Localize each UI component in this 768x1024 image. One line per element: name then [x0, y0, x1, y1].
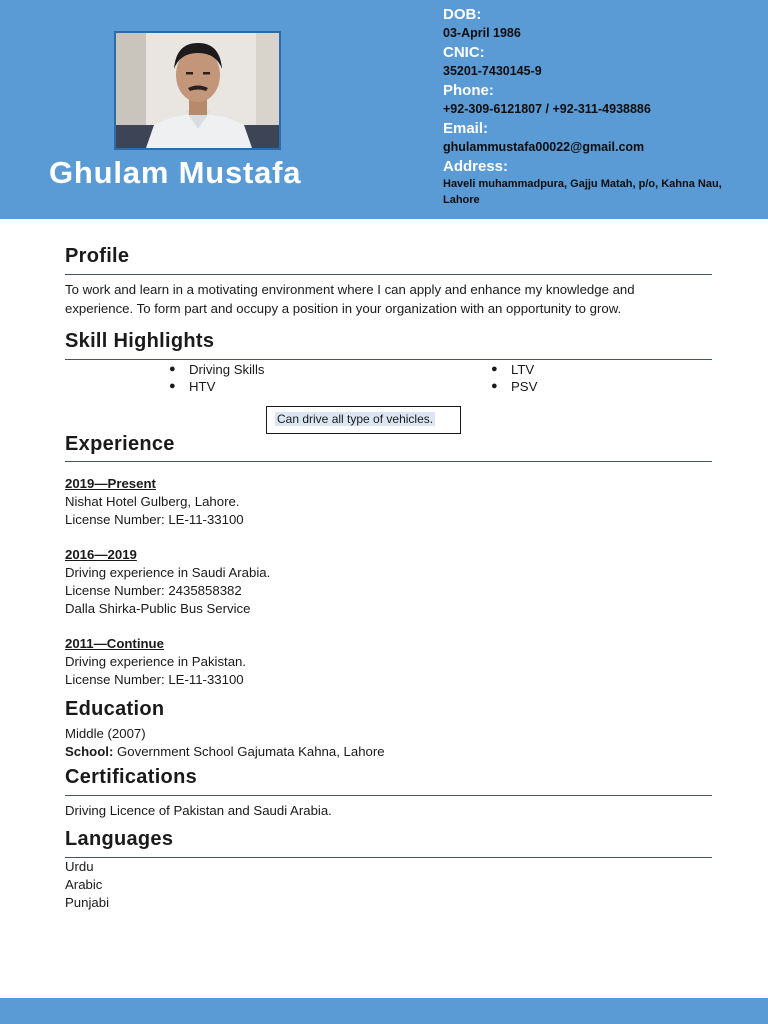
- phone-label: Phone:: [443, 82, 494, 99]
- bullet-icon: ●: [169, 363, 176, 375]
- education-school: [65, 743, 385, 761]
- language-item: Punjabi: [65, 895, 109, 910]
- experience-divider: [65, 461, 712, 462]
- language-item: Urdu: [65, 859, 94, 874]
- cnic-label: CNIC:: [443, 44, 485, 61]
- footer-bar: [0, 998, 768, 1024]
- experience-line: Dalla Shirka-Public Bus Service: [65, 601, 251, 616]
- school-name: Government School Gajumata Kahna, Lahore: [113, 744, 385, 759]
- profile-photo: [114, 31, 281, 150]
- experience-period: 2019—Present: [65, 476, 156, 491]
- experience-line: Driving experience in Saudi Arabia.: [65, 565, 271, 580]
- certifications-heading: Certifications: [65, 766, 198, 788]
- profile-heading: Profile: [65, 245, 130, 267]
- phone-value: +92-309-6121807 / +92-311-4938886: [443, 102, 651, 116]
- languages-heading: Languages: [65, 828, 174, 850]
- skill-item: ● HTV: [169, 379, 216, 394]
- skill-item: ● PSV: [491, 379, 538, 394]
- languages-divider: [65, 857, 712, 858]
- education-level: Middle (2007): [65, 726, 146, 741]
- experience-line: License Number: LE-11-33100: [65, 672, 244, 687]
- language-item: Arabic: [65, 877, 103, 892]
- experience-line: License Number: LE-11-33100: [65, 512, 244, 527]
- profile-divider: [65, 274, 712, 275]
- experience-line: License Number: 2435858382: [65, 583, 242, 598]
- bullet-icon: ●: [491, 363, 498, 375]
- skill-item: ● LTV: [491, 362, 535, 377]
- experience-period: 2016—2019: [65, 547, 137, 562]
- skills-heading: Skill Highlights: [65, 330, 215, 352]
- skills-note-text: Can drive all type of vehicles.: [277, 412, 434, 426]
- header-banner: [0, 0, 768, 219]
- certifications-divider: [65, 795, 712, 796]
- experience-heading: Experience: [65, 433, 175, 455]
- skills-divider: [65, 359, 712, 360]
- candidate-name: Ghulam Mustafa: [49, 155, 302, 190]
- dob-value: 03-April 1986: [443, 26, 521, 40]
- skills-note-box: [266, 406, 461, 434]
- bullet-icon: ●: [169, 380, 176, 392]
- experience-period: 2011—Continue: [65, 636, 164, 651]
- email-label: Email:: [443, 120, 489, 137]
- profile-line-1: To work and learn in a motivating environment where I can apply and enhance my knowledge and: [65, 282, 635, 297]
- address-line-1: Haveli muhammadpura, Gajju Matah, p/o, Kahna Nau,: [443, 178, 722, 190]
- certification-text: Driving Licence of Pakistan and Saudi Arabia.: [65, 803, 332, 818]
- bullet-icon: ●: [491, 380, 498, 392]
- experience-line: Driving experience in Pakistan.: [65, 654, 247, 669]
- school-label: School:: [65, 744, 114, 759]
- dob-label: DOB:: [443, 6, 482, 23]
- contact-info: [443, 5, 763, 208]
- experience-line: Nishat Hotel Gulberg, Lahore.: [65, 494, 240, 509]
- email-value: ghulammustafa00022@gmail.com: [443, 140, 645, 154]
- address-label: Address:: [443, 158, 509, 175]
- skill-item: ● Driving Skills: [169, 362, 265, 377]
- cnic-value: 35201-7430145-9: [443, 64, 542, 78]
- education-heading: Education: [65, 698, 165, 720]
- address-line-2: Lahore: [443, 194, 480, 206]
- profile-line-2: experience. To form part and occupy a position in your organization with an opportunity to grow.: [65, 301, 622, 316]
